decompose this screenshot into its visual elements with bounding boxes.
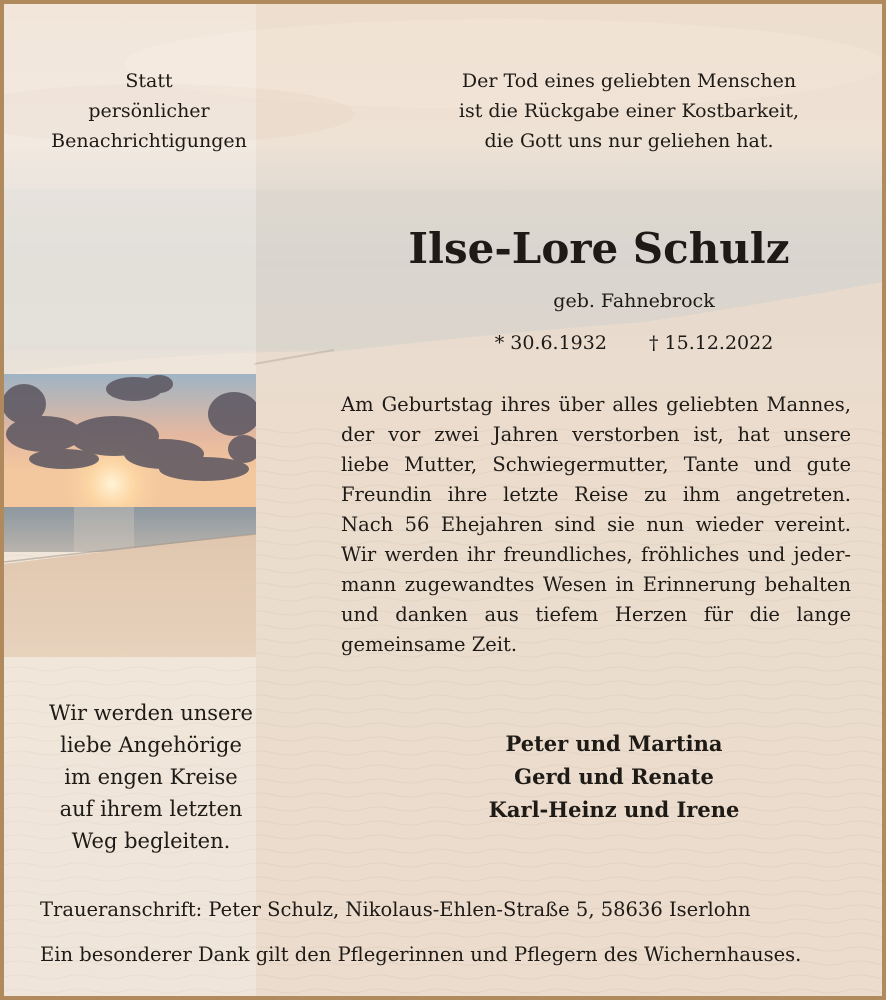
farewell-verse [26, 697, 276, 857]
note-line: persönlicher [88, 100, 210, 122]
verse-line: Weg begleiten. [71, 829, 231, 853]
verse-line: im engen Kreise [64, 765, 238, 789]
birth-name: geb. Fahnebrock [553, 290, 715, 312]
family-name: Karl-Heinz und Irene [488, 797, 740, 822]
text-line: gemeinsame Zeit. [341, 633, 518, 656]
mourners-list [419, 727, 809, 826]
quote-line: die Gott uns nur geliehen hat. [484, 130, 774, 152]
quote-line: ist die Rückgabe einer Kostbarkeit, [458, 100, 800, 122]
thanks-note: Ein besonderer Dank gilt den Pflegerinnen und Pflegern des Wichernhauses. [40, 943, 802, 966]
birth-date: * 30.6.1932 [494, 332, 607, 354]
text-line: Am Geburtstag ihres über alles geliebten Mannes, [341, 393, 851, 416]
text-line: Nach 56 Ehejahren sind sie nun wieder vereint. [341, 513, 851, 536]
obituary-text [341, 390, 851, 660]
verse-line: Wir werden unsere [49, 701, 253, 725]
instead-of-notifications-note [4, 66, 294, 156]
family-name: Gerd und Renate [514, 764, 714, 789]
life-dates [434, 328, 834, 358]
text-line: Freundin ihre letzte Reise zu ihm angetreten. [341, 483, 851, 506]
quote-line: Der Tod eines geliebten Menschen [461, 70, 797, 92]
text-line: Wir werden ihr freundliches, fröhliches und jeder- [341, 543, 851, 566]
death-date: † 15.12.2022 [648, 332, 774, 354]
quote [374, 66, 884, 156]
deceased-name: Ilse-Lore Schulz [408, 224, 790, 273]
sunset-photo [4, 374, 256, 657]
verse-line: auf ihrem letzten [59, 797, 243, 821]
note-line: Benachrichtigungen [51, 130, 247, 152]
text-line: liebe Mutter, Schwiegermutter, Tante und gute [341, 453, 851, 476]
text-line: und danken aus tiefem Herzen für die lange [341, 603, 851, 626]
verse-line: liebe Angehörige [60, 733, 242, 757]
family-name: Peter und Martina [505, 731, 723, 756]
text-line: mann zugewandtes Wesen in Erinnerung behalten [341, 573, 851, 596]
note-line: Statt [125, 70, 173, 92]
mourning-address: Traueranschrift: Peter Schulz, Nikolaus-Ehlen-Straße 5, 58636 Iserlohn [40, 898, 751, 921]
text-line: der vor zwei Jahren verstorben ist, hat unsere [341, 423, 851, 446]
